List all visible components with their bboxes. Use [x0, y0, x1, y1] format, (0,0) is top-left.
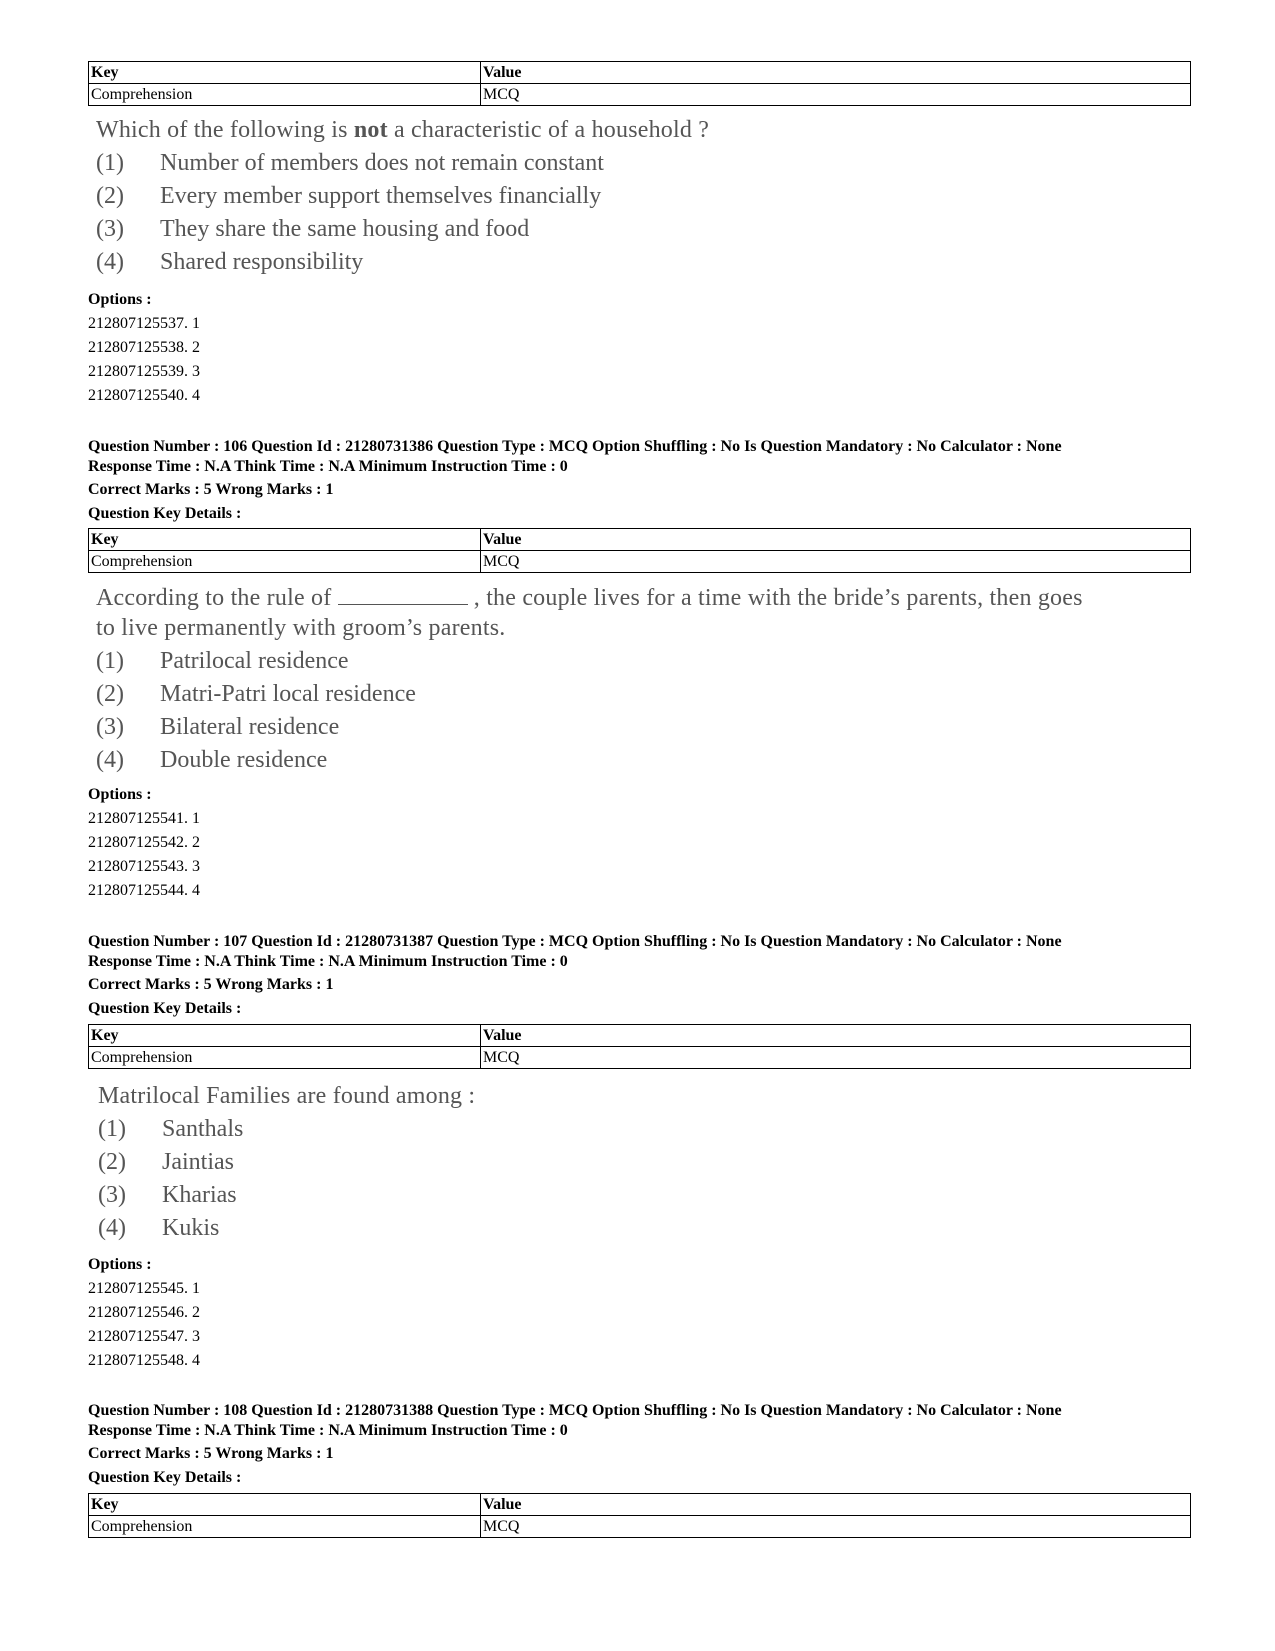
marks-line: Correct Marks : 5 Wrong Marks : 1	[88, 976, 334, 993]
option-id: 212807125538. 2	[88, 339, 200, 356]
question-option: (4) Kukis	[98, 1215, 220, 1241]
table-row	[89, 84, 1191, 106]
question-option: (3) Bilateral residence	[96, 714, 340, 740]
key-header: Key	[89, 1025, 481, 1047]
key-cell: Comprehension	[89, 1047, 481, 1069]
question-key-table	[88, 1024, 1191, 1069]
question-meta-line: Question Number : 107 Question Id : 21280731387 Question Type : MCQ Option Shuffling : No Is Question Mandatory : No Calculator : None	[88, 933, 1062, 950]
table-header-row	[89, 1025, 1191, 1047]
option-id: 212807125547. 3	[88, 1328, 200, 1345]
key-details-label: Question Key Details :	[88, 1469, 242, 1486]
option-id: 212807125542. 2	[88, 834, 200, 851]
option-id-list	[88, 807, 200, 903]
table-row	[89, 1516, 1191, 1538]
table-row	[89, 551, 1191, 573]
question-stem: Which of the following is not a characteristic of a household ?	[96, 117, 710, 143]
value-cell: MCQ	[481, 551, 1191, 573]
option-id: 212807125540. 4	[88, 387, 200, 404]
table-header-row	[89, 62, 1191, 84]
question-image-text	[96, 582, 1083, 777]
key-header: Key	[89, 1494, 481, 1516]
question-meta-line: Question Number : 108 Question Id : 21280731388 Question Type : MCQ Option Shuffling : No Is Question Mandatory : No Calculator : None	[88, 1402, 1062, 1419]
question-stem: Matrilocal Families are found among :	[98, 1083, 476, 1109]
question-option: (2) Jaintias	[98, 1149, 234, 1175]
value-cell: MCQ	[481, 84, 1191, 106]
question-key-table	[88, 1493, 1191, 1538]
question-key-table	[88, 528, 1191, 573]
question-stem-line: to live permanently with groom’s parents.	[96, 615, 506, 641]
value-cell: MCQ	[481, 1516, 1191, 1538]
question-option: (3) Kharias	[98, 1182, 237, 1208]
question-option: (2) Every member support themselves financially	[96, 183, 602, 209]
question-meta	[88, 1401, 1198, 1441]
question-option: (1) Patrilocal residence	[96, 648, 349, 674]
question-stem: According to the rule of , the couple lives for a time with the bride’s parents, then goes	[96, 582, 1083, 613]
marks-line: Correct Marks : 5 Wrong Marks : 1	[88, 1445, 334, 1462]
question-image-text	[96, 114, 709, 279]
question-option: (4) Shared responsibility	[96, 249, 364, 275]
question-option: (3) They share the same housing and food	[96, 216, 530, 242]
option-id-list	[88, 1277, 200, 1373]
key-details-label: Question Key Details :	[88, 1000, 242, 1017]
option-id: 212807125548. 4	[88, 1352, 200, 1369]
options-label: Options :	[88, 1256, 152, 1273]
table-row	[89, 1047, 1191, 1069]
key-cell: Comprehension	[89, 551, 481, 573]
question-option: (1) Number of members does not remain constant	[96, 150, 604, 176]
key-cell: Comprehension	[89, 84, 481, 106]
question-meta	[88, 932, 1198, 972]
value-header: Value	[481, 1494, 1191, 1516]
option-id: 212807125544. 4	[88, 882, 200, 899]
option-id-list	[88, 312, 200, 408]
key-cell: Comprehension	[89, 1516, 481, 1538]
key-details-label: Question Key Details :	[88, 505, 242, 522]
question-meta-line: Response Time : N.A Think Time : N.A Minimum Instruction Time : 0	[88, 953, 568, 970]
options-label: Options :	[88, 786, 152, 803]
question-meta-line: Response Time : N.A Think Time : N.A Minimum Instruction Time : 0	[88, 458, 568, 475]
question-meta	[88, 437, 1198, 477]
question-meta-line: Response Time : N.A Think Time : N.A Minimum Instruction Time : 0	[88, 1422, 568, 1439]
table-header-row	[89, 529, 1191, 551]
option-id: 212807125539. 3	[88, 363, 200, 380]
key-header: Key	[89, 62, 481, 84]
question-option: (4) Double residence	[96, 747, 328, 773]
question-image-text	[98, 1080, 475, 1245]
value-cell: MCQ	[481, 1047, 1191, 1069]
key-header: Key	[89, 529, 481, 551]
value-header: Value	[481, 62, 1191, 84]
table-header-row	[89, 1494, 1191, 1516]
question-option: (1) Santhals	[98, 1116, 244, 1142]
option-id: 212807125543. 3	[88, 858, 200, 875]
option-id: 212807125537. 1	[88, 315, 200, 332]
option-id: 212807125545. 1	[88, 1280, 200, 1297]
question-key-table	[88, 61, 1191, 106]
option-id: 212807125541. 1	[88, 810, 200, 827]
options-label: Options :	[88, 291, 152, 308]
option-id: 212807125546. 2	[88, 1304, 200, 1321]
marks-line: Correct Marks : 5 Wrong Marks : 1	[88, 481, 334, 498]
value-header: Value	[481, 1025, 1191, 1047]
question-meta-line: Question Number : 106 Question Id : 21280731386 Question Type : MCQ Option Shuffling : No Is Question Mandatory : No Calculator : None	[88, 438, 1062, 455]
question-option: (2) Matri-Patri local residence	[96, 681, 416, 707]
answer-blank	[338, 582, 468, 605]
value-header: Value	[481, 529, 1191, 551]
